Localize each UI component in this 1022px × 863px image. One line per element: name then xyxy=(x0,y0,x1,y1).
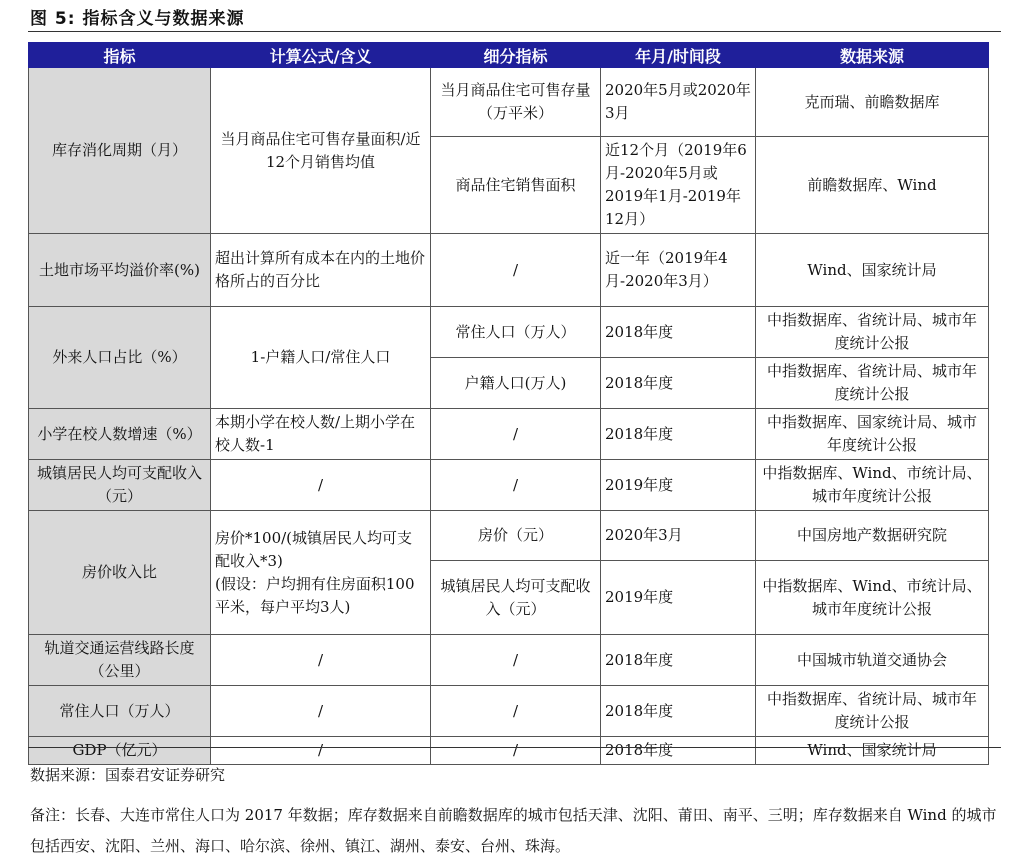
period-cell: 近一年（2019年4月-2020年3月） xyxy=(601,234,756,307)
source-cell: 中指数据库、省统计局、城市年度统计公报 xyxy=(756,307,989,358)
sub-indicator-cell: / xyxy=(431,737,601,765)
period-cell: 2018年度 xyxy=(601,307,756,358)
sub-indicator-cell: / xyxy=(431,234,601,307)
indicator-cell: 外来人口占比（%） xyxy=(29,307,211,409)
sub-indicator-cell: / xyxy=(431,409,601,460)
period-cell: 2020年5月或2020年3月 xyxy=(601,68,756,137)
source-cell: 克而瑞、前瞻数据库 xyxy=(756,68,989,137)
table-row xyxy=(29,409,989,460)
period-cell: 2018年度 xyxy=(601,737,756,765)
formula-assumption-note: (假设：户均拥有住房面积100平米，每户平均3人) xyxy=(215,574,415,616)
sub-indicator-cell: 常住人口（万人） xyxy=(431,307,601,358)
formula-cell: / xyxy=(211,460,431,511)
source-cell: Wind、国家统计局 xyxy=(756,737,989,765)
source-cell: 中指数据库、国家统计局、城市年度统计公报 xyxy=(756,409,989,460)
header-source: 数据来源 xyxy=(756,43,989,68)
formula-cell: / xyxy=(211,737,431,765)
indicator-cell: 小学在校人数增速（%） xyxy=(29,409,211,460)
header-sub-indicator: 细分指标 xyxy=(431,43,601,68)
sub-indicator-cell: 城镇居民人均可支配收入（元） xyxy=(431,561,601,635)
table-row xyxy=(29,511,989,561)
sub-indicator-cell: 当月商品住宅可售存量（万平米） xyxy=(431,68,601,137)
indicator-cell: GDP（亿元） xyxy=(29,737,211,765)
formula-cell: 超出计算所有成本在内的土地价格所占的百分比 xyxy=(211,234,431,307)
footnote: 备注：长春、大连市常住人口为 2017 年数据；库存数据来自前瞻数据库的城市包括天津、沈阳、莆田、南平、三明；库存数据来自 Wind 的城市包括西安、沈阳、兰州、海口、哈尔滨、徐州、镇江、湖州、泰安、台州、珠海。 xyxy=(30,806,997,855)
header-indicator: 指标 xyxy=(29,43,211,68)
formula-cell xyxy=(211,511,431,635)
indicator-cell: 常住人口（万人） xyxy=(29,686,211,737)
indicator-cell: 库存消化周期（月） xyxy=(29,68,211,234)
formula-cell: 当月商品住宅可售存量面积/近12个月销售均值 xyxy=(211,68,431,234)
period-cell: 2018年度 xyxy=(601,686,756,737)
indicator-cell: 房价收入比 xyxy=(29,511,211,635)
period-cell: 2018年度 xyxy=(601,635,756,686)
period-cell: 2018年度 xyxy=(601,358,756,409)
source-cell: 中国房地产数据研究院 xyxy=(756,511,989,561)
period-cell: 2019年度 xyxy=(601,460,756,511)
sub-indicator-cell: 商品住宅销售面积 xyxy=(431,137,601,234)
formula-cell: / xyxy=(211,635,431,686)
source-cell: 中指数据库、Wind、市统计局、城市年度统计公报 xyxy=(756,460,989,511)
period-cell: 2020年3月 xyxy=(601,511,756,561)
period-cell: 2019年度 xyxy=(601,561,756,635)
data-source-line: 数据来源：国泰君安证券研究 xyxy=(30,766,226,784)
table-row xyxy=(29,234,989,307)
sub-indicator-cell: 房价（元） xyxy=(431,511,601,561)
table-row xyxy=(29,307,989,358)
table-row xyxy=(29,460,989,511)
source-cell: 中指数据库、省统计局、城市年度统计公报 xyxy=(756,686,989,737)
period-cell: 2018年度 xyxy=(601,409,756,460)
indicator-table xyxy=(28,42,989,765)
header-row xyxy=(29,43,989,68)
bottom-rule xyxy=(28,747,1001,748)
source-cell: 中国城市轨道交通协会 xyxy=(756,635,989,686)
indicator-cell: 轨道交通运营线路长度（公里） xyxy=(29,635,211,686)
table-row xyxy=(29,686,989,737)
source-cell: 前瞻数据库、Wind xyxy=(756,137,989,234)
formula-cell: 1-户籍人口/常住人口 xyxy=(211,307,431,409)
formula-cell: / xyxy=(211,686,431,737)
figure-title: 图 5: 指标含义与数据来源 xyxy=(30,9,245,29)
period-cell: 近12个月（2019年6月-2020年5月或2019年1月-2019年12月） xyxy=(601,137,756,234)
sub-indicator-cell: / xyxy=(431,635,601,686)
header-formula: 计算公式/含义 xyxy=(211,43,431,68)
top-rule xyxy=(28,31,1001,32)
source-cell: 中指数据库、省统计局、城市年度统计公报 xyxy=(756,358,989,409)
table-row xyxy=(29,737,989,765)
table-row xyxy=(29,635,989,686)
sub-indicator-cell: 户籍人口(万人) xyxy=(431,358,601,409)
sub-indicator-cell: / xyxy=(431,686,601,737)
table-row xyxy=(29,68,989,137)
source-cell: 中指数据库、Wind、市统计局、城市年度统计公报 xyxy=(756,561,989,635)
formula-text: 房价*100/(城镇居民人均可支配收入*3) xyxy=(215,528,413,570)
indicator-cell: 土地市场平均溢价率(%) xyxy=(29,234,211,307)
sub-indicator-cell: / xyxy=(431,460,601,511)
indicator-cell: 城镇居民人均可支配收入（元） xyxy=(29,460,211,511)
header-period: 年月/时间段 xyxy=(601,43,756,68)
source-cell: Wind、国家统计局 xyxy=(756,234,989,307)
formula-cell: 本期小学在校人数/上期小学在校人数-1 xyxy=(211,409,431,460)
